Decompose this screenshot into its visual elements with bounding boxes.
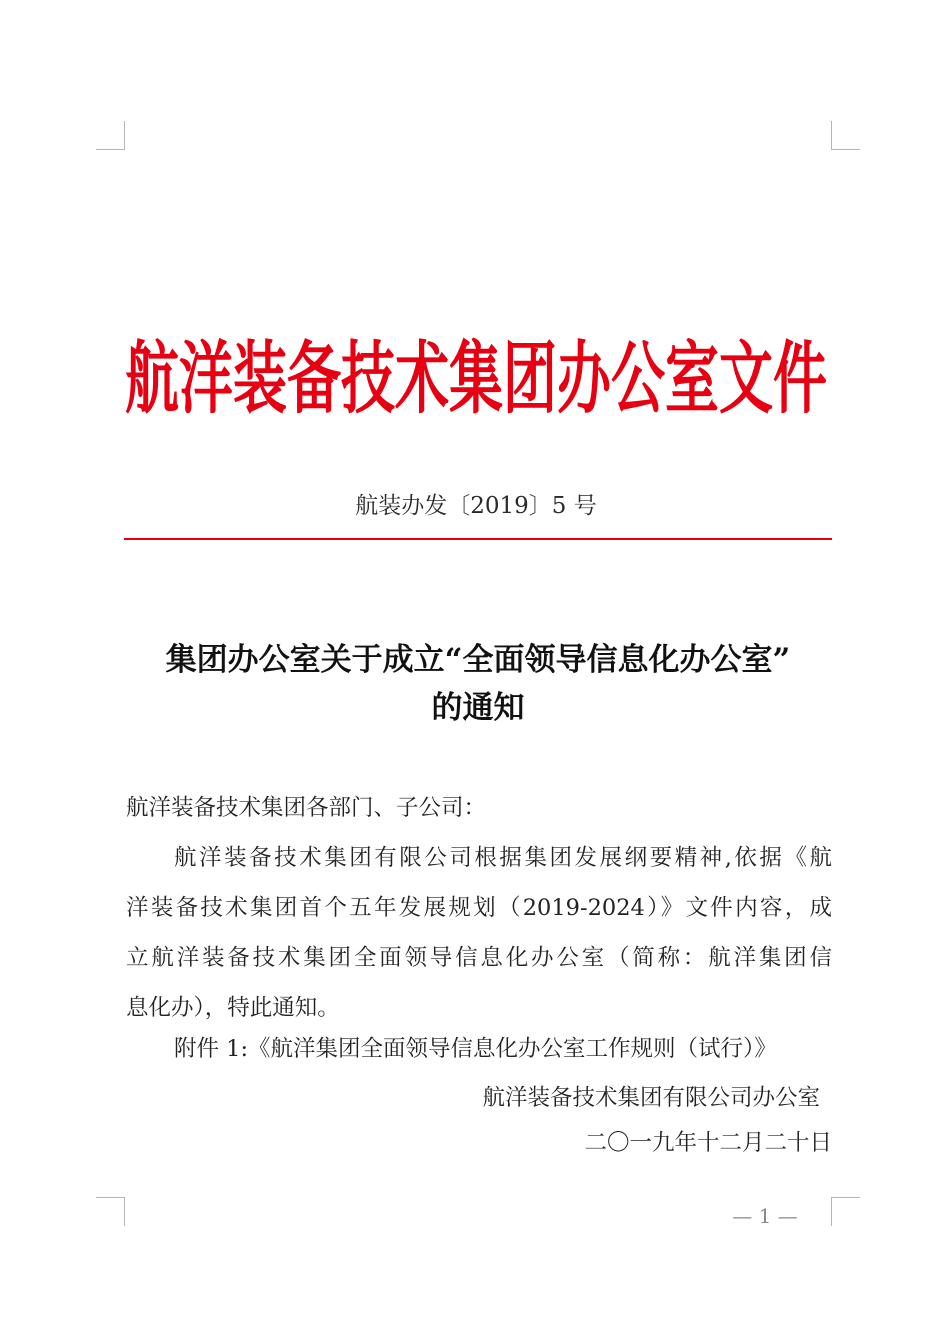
crop-mark-top-left [96,121,125,150]
page-number: — 1 — [732,1204,798,1228]
document-header-title: 航洋装备技术集团办公室文件 [125,331,827,425]
crop-mark-bottom-left [96,1197,125,1226]
issuer-signature: 航洋装备技术集团有限公司办公室 [482,1085,820,1111]
red-separator-line [124,538,832,540]
attachment-line: 附件 1:《航洋集团全面领导信息化办公室工作规则（试行）》 [174,1036,777,1062]
issue-date: 二〇一九年十二月二十日 [584,1130,832,1156]
notice-title-line-1: 集团办公室关于成立“全面领导信息化办公室” [165,642,791,678]
body-paragraph [126,833,832,1033]
notice-title [120,636,836,732]
crop-mark-top-right [831,121,860,150]
crop-mark-bottom-right [831,1197,860,1226]
body-line-2: 洋装备技术集团首个五年发展规划（2019-2024）》文件内容，成 [126,895,832,921]
body-line-4: 息化办），特此通知。 [126,995,340,1021]
notice-title-line-2: 的通知 [431,690,525,726]
document-number: 航装办发〔2019〕5 号 [355,493,597,519]
addressee: 航洋装备技术集团各部门、子公司： [126,795,487,821]
body-line-1: 航洋装备技术集团有限公司根据集团发展纲要精神,依据《航 [174,845,832,871]
body-line-3: 立航洋装备技术集团全面领导信息化办公室（简称：航洋集团信 [126,945,832,971]
